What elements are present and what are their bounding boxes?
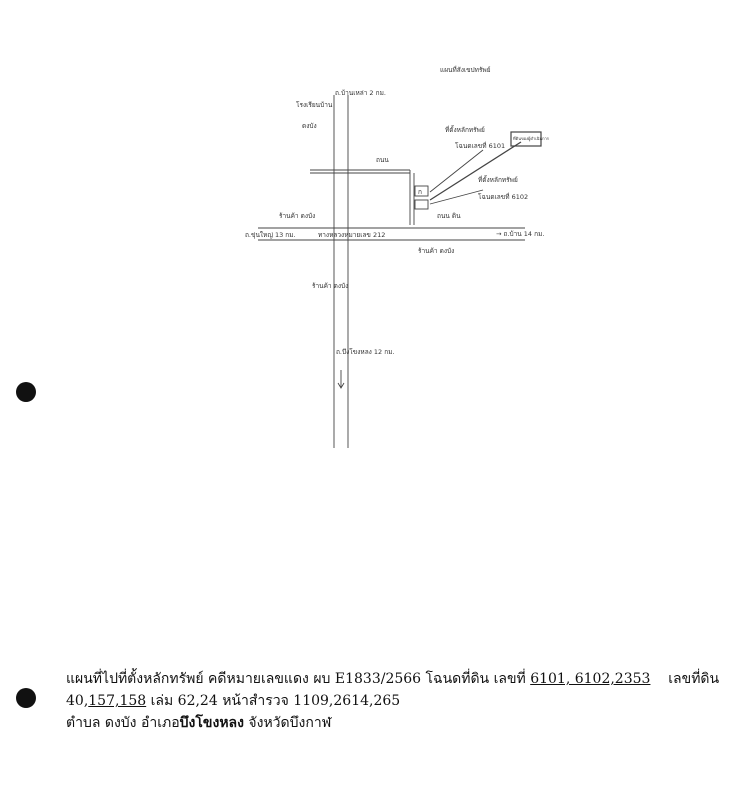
map-title-label: แผนที่สังเขปทรัพย์ [440,66,491,74]
shop-below-label: ร้านค้า ดงบัง [418,247,455,255]
land-number-prefix: 40, [66,693,89,709]
small-road-label: ถนน [376,156,389,164]
province-text: จังหวัดบึงกาฬ [243,715,332,731]
volume-page-text: เล่ม 62,24 หน้าสำรวจ 1109,2614,265 [146,693,401,709]
shop-right-label: ร้านค้า ดงบัง [312,282,349,290]
road-bottom-label: ถ.บึงโขงหลง 12 กม. [336,348,395,356]
property-plot [415,200,428,209]
document-caption [66,668,726,734]
punch-hole-bottom [16,688,36,708]
marker-2-sub-label: โฉนดเลขที่ 6102 [478,193,529,201]
highway-name-label: ทางหลวงหมายเลข 212 [318,231,386,239]
box-mark-label: ก [418,188,422,196]
district-name: บึงโขงหลง [179,715,244,731]
shop-left-label: ร้านค้า ดงบัง [279,212,316,220]
marker-2-label: ที่ตั้งหลักทรัพย์ [478,176,518,184]
road-top-label: ถ.บ้านเหล่า 2 กม. [335,89,386,97]
road-left-label: ถ.ขุ่นใหญ่ 13 กม. [245,231,296,239]
near-road-label: ถนน ดิน [437,212,461,220]
subdistrict-text: ตำบล ดงบัง อำเภอ [66,715,180,731]
marker-1-label: ที่ตั้งหลักทรัพย์ [445,126,485,134]
land-numbers: 157,158 [88,693,147,709]
road-right-label: → ถ.บ้าน 14 กม. [496,230,545,238]
deed-numbers: 6101, 6102,2353 [530,671,651,687]
school-sub-label: ดงบัง [302,122,317,130]
caption-line-2 [66,690,726,712]
caption-line-1 [66,668,726,690]
school-label: โรงเรียนบ้าน [296,101,333,109]
caption-prefix: แผนที่ไปที่ตั้งหลักทรัพย์ คดีหมายเลขแดง ผบ E1833/2566 โฉนดที่ดิน เลขที่ [66,671,531,687]
land-number-label: เลขที่ดิน [668,671,720,687]
legend-box-label: ที่ดินของผู้ดำเนินการ [513,136,549,141]
marker-1-sub-label: โฉนดเลขที่ 6101 [455,142,506,150]
caption-line-3 [66,712,726,734]
